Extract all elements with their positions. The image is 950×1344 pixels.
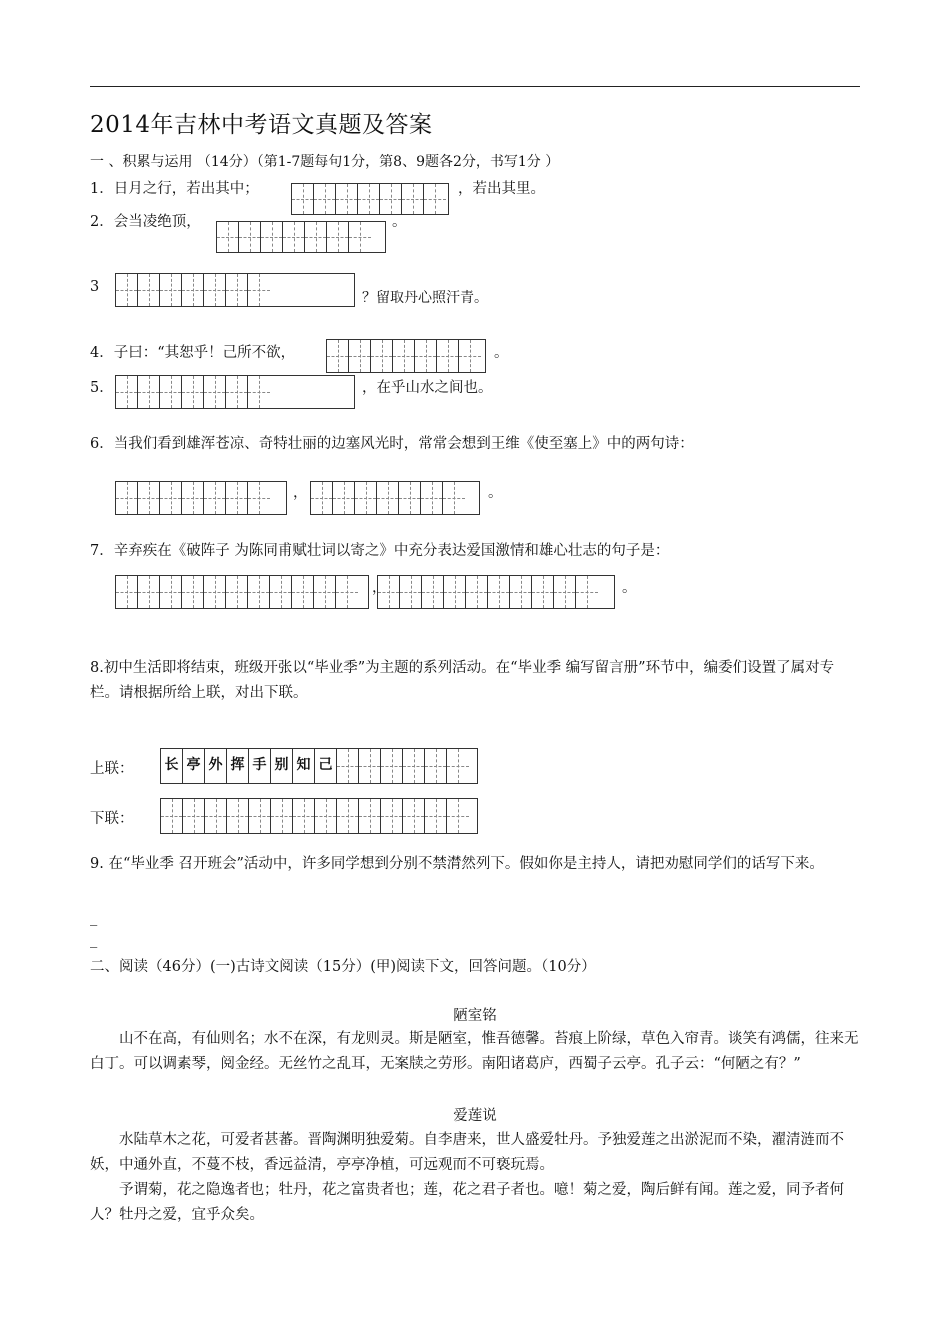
q1-after: ，若出其里。 (458, 181, 545, 197)
q2-answer-grid[interactable] (216, 221, 386, 253)
q2-after: 。 (392, 214, 407, 230)
q5-number: 5． (90, 380, 114, 396)
text2-paragraph-1: 水陆草木之花，可爱者甚蕃。晋陶渊明独爱菊。自李唐来，世人盛爱牡丹。予独爱莲之出淤泥而不染，濯清涟而不妖，中通外直，不蔓不枝，香远益清，亭亭净植，可远观而不可亵玩焉。 (90, 1132, 844, 1173)
upper-char-cell: 知 (293, 749, 315, 783)
q8-lower-label: 下联： (90, 811, 134, 827)
section2-heading: 二、阅读（46分）(一)古诗文阅读（15分）(甲)阅读下文，回答问题。（10分） (90, 959, 596, 975)
q2-before: 2．会当凌绝顶， (90, 214, 201, 230)
q9-prompt: 9. 在“毕业季 召开班会”活动中，许多同学想到分别不禁潸然列下。假如你是主持人，请把劝慰同学们的话写下来。 (90, 856, 824, 872)
upper-char-cell: 外 (205, 749, 227, 783)
upper-char-cell: 亭 (183, 749, 205, 783)
q6-answer-grid-1[interactable] (115, 481, 287, 515)
text2-title: 爱莲说 (453, 1108, 497, 1124)
text1-body: 山不在高，有仙则名；水不在深，有龙则灵。斯是陋室，惟吾德馨。苔痕上阶绿，草色入帘青。谈笑有鸿儒，往来无白丁。可以调素琴，阅金经。无丝竹之乱耳，无案牍之劳形。南阳诸葛庐，西蜀子云亭。孔子云：“何陋之有？” (90, 1031, 859, 1072)
q1-before: 1．日月之行，若出其中； (90, 181, 259, 197)
q7-end: 。 (622, 580, 637, 596)
q7-answer-grid-2[interactable] (377, 575, 615, 609)
q1-answer-grid[interactable] (291, 183, 449, 215)
q8-lower-couplet-grid[interactable] (160, 798, 478, 834)
q7-answer-grid-1[interactable] (115, 575, 369, 609)
top-rule (90, 86, 860, 87)
q4-answer-grid[interactable] (326, 339, 486, 373)
upper-char-cell: 长 (161, 749, 183, 783)
upper-char-cell: 手 (249, 749, 271, 783)
q3-answer-grid[interactable] (115, 273, 355, 307)
upper-char-cell: 己 (315, 749, 337, 783)
upper-char-cell: 别 (271, 749, 293, 783)
answer-blank-line-2[interactable]: _ (90, 932, 98, 948)
text2-paragraph-2: 予谓菊，花之隐逸者也；牡丹，花之富贵者也；莲，花之君子者也。噫！菊之爱，陶后鲜有闻。莲之爱，同予者何人？牡丹之爱，宜乎众矣。 (90, 1182, 844, 1223)
q7-comma: ， (372, 580, 387, 596)
q3-number: 3 (90, 279, 100, 295)
q3-after: ？留取丹心照汗青。 (362, 290, 488, 306)
q6-answer-grid-2[interactable] (310, 481, 480, 515)
q6-comma: ， (293, 485, 308, 501)
q5-answer-grid[interactable] (115, 375, 355, 409)
q4-after: 。 (494, 345, 509, 361)
q6-end: 。 (488, 485, 503, 501)
q8-upper-couplet-grid (160, 748, 478, 784)
answer-blank-line-1[interactable]: _ (90, 910, 98, 926)
page-title: 2014年吉林中考语文真题及答案 (90, 112, 433, 138)
upper-char-cell: 挥 (227, 749, 249, 783)
q6-prompt: 6．当我们看到雄浑苍凉、奇特壮丽的边塞风光时，常常会想到王维《使至塞上》中的两句诗： (90, 436, 694, 452)
section1-heading: 一 、积累与运用 （14分）（第1-7题每句1分，第8、9题各2分，书写1分 ） (90, 154, 560, 170)
q8-upper-label: 上联： (90, 761, 134, 777)
q5-after: ，在乎山水之间也。 (362, 380, 493, 396)
q7-prompt: 7．辛弃疾在《破阵子 为陈同甫赋壮词以寄之》中充分表达爱国激情和雄心壮志的句子是： (90, 543, 670, 559)
q8-prompt: 8.初中生活即将结束，班级开张以“毕业季”为主题的系列活动。在“毕业季 编写留言册”环节中，编委们设置了属对专栏。请根据所给上联，对出下联。 (90, 660, 835, 701)
text1-title: 陋室铭 (453, 1008, 497, 1024)
q4-before: 4．子曰：“其恕乎！己所不欲， (90, 345, 296, 361)
